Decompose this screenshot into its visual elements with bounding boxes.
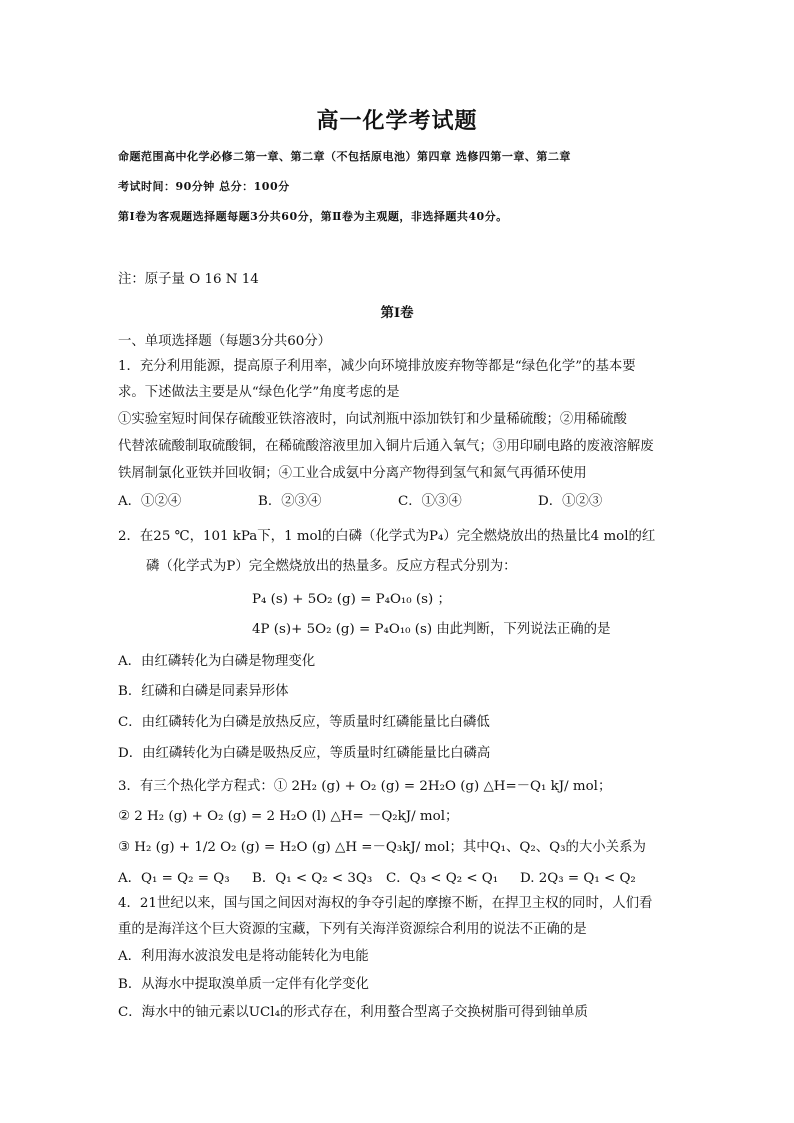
- q4-line-2: 重的是海洋这个巨大资源的宝藏，下列有关海洋资源综合利用的说法不正确的是: [118, 922, 587, 937]
- q2-option-a: A．由红磷转化为白磷是物理变化: [118, 654, 316, 669]
- q1-option-b: B．②③④: [258, 494, 322, 509]
- q1-line-4: 代替浓硫酸制取硫酸铜，在稀硫酸溶液里加入铜片后通入氧气；③用印刷电路的废液溶解废: [118, 439, 654, 454]
- q1-line-1: 1．充分利用能源，提高原子利用率，减少向环境排放废弃物等都是“绿色化学”的基本要: [118, 359, 636, 374]
- exam-structure: 第Ⅰ卷为客观题选择题每题3分共60分，第Ⅱ卷为主观题，非选择题共40分。: [118, 210, 508, 223]
- q3-options: [118, 870, 654, 888]
- q4-line-1: 4．21世纪以来，国与国之间因对海权的争夺引起的摩擦不断，在捍卫主权的同时，人们看: [118, 896, 653, 911]
- q3-option-a: A．Q₁ = Q₂ = Q₃: [118, 871, 230, 886]
- q4-option-a: A．利用海水波浪发电是将动能转化为电能: [118, 949, 369, 964]
- section-title: 第Ⅰ卷: [380, 305, 414, 321]
- atomic-mass-note: 注：原子量 O 16 N 14: [118, 272, 259, 287]
- q3-line-3: ③ H₂ (g) + 1/2 O₂ (g) = H₂O (g) △H =－Q₃kJ/ mol；其中Q₁、Q₂、Q₃的大小关系为: [118, 840, 646, 855]
- q2-option-c: C．由红磷转化为白磷是放热反应，等质量时红磷能量比白磷低: [118, 715, 490, 730]
- q4-option-b: B．从海水中提取溴单质一定伴有化学变化: [118, 977, 369, 992]
- q2-line-1: 2．在25 ℃，101 kPa下，1 mol的白磷（化学式为P₄）完全燃烧放出的热量比4 mol的红: [118, 529, 656, 544]
- q3-option-c: C．Q₃ < Q₂ < Q₁: [386, 871, 499, 886]
- exam-time: 考试时间：90分钟 总分：100分: [118, 180, 290, 193]
- q2-option-d: D．由红磷转化为白磷是吸热反应，等质量时红磷能量比白磷高: [118, 746, 491, 761]
- q2-equation-2: 4P (s)+ 5O₂ (g) = P₄O₁₀ (s) 由此判断，下列说法正确的是: [252, 622, 611, 637]
- q3-option-d: D. 2Q₃ = Q₁ < Q₂: [520, 871, 636, 886]
- q2-line-2: 磷（化学式为P）完全燃烧放出的热量多。反应方程式分别为：: [146, 559, 517, 574]
- q3-option-b: B．Q₁ < Q₂ < 3Q₃: [252, 871, 373, 886]
- exam-scope: 命题范围高中化学必修二第一章、第二章（不包括原电池）第四章 选修四第一章、第二章: [118, 150, 571, 163]
- q1-line-5: 铁屑制氯化亚铁并回收铜；④工业合成氨中分离产物得到氢气和氮气再循环使用: [118, 466, 587, 481]
- q1-option-a: A．①②④: [118, 494, 182, 509]
- q1-line-3: ①实验室短时间保存硫酸亚铁溶液时，向试剂瓶中添加铁钉和少量稀硫酸；②用稀硫酸: [118, 412, 627, 427]
- q2-equation-1: P₄ (s) + 5O₂ (g) = P₄O₁₀ (s) ；: [252, 592, 451, 607]
- q4-option-c: C．海水中的铀元素以UCl₄的形式存在，利用螯合型离子交换树脂可得到铀单质: [118, 1005, 588, 1020]
- part-heading: 一、单项选择题（每题3分共60分）: [118, 334, 332, 349]
- q2-option-b: B．红磷和白磷是同素异形体: [118, 684, 289, 699]
- exam-title: 高一化学考试题: [316, 108, 478, 134]
- q1-line-2: 求。下述做法主要是从“绿色化学”角度考虑的是: [118, 385, 400, 400]
- q3-line-2: ② 2 H₂ (g) + O₂ (g) = 2 H₂O (l) △H= －Q₂kJ/ mol；: [118, 809, 459, 824]
- q1-option-c: C．①③④: [398, 494, 462, 509]
- q1-options: [118, 493, 678, 511]
- q1-option-d: D．①②③: [538, 494, 603, 509]
- q3-line-1: 3．有三个热化学方程式：① 2H₂ (g) + O₂ (g) = 2H₂O (g) △H=－Q₁ kJ/ mol；: [118, 779, 612, 794]
